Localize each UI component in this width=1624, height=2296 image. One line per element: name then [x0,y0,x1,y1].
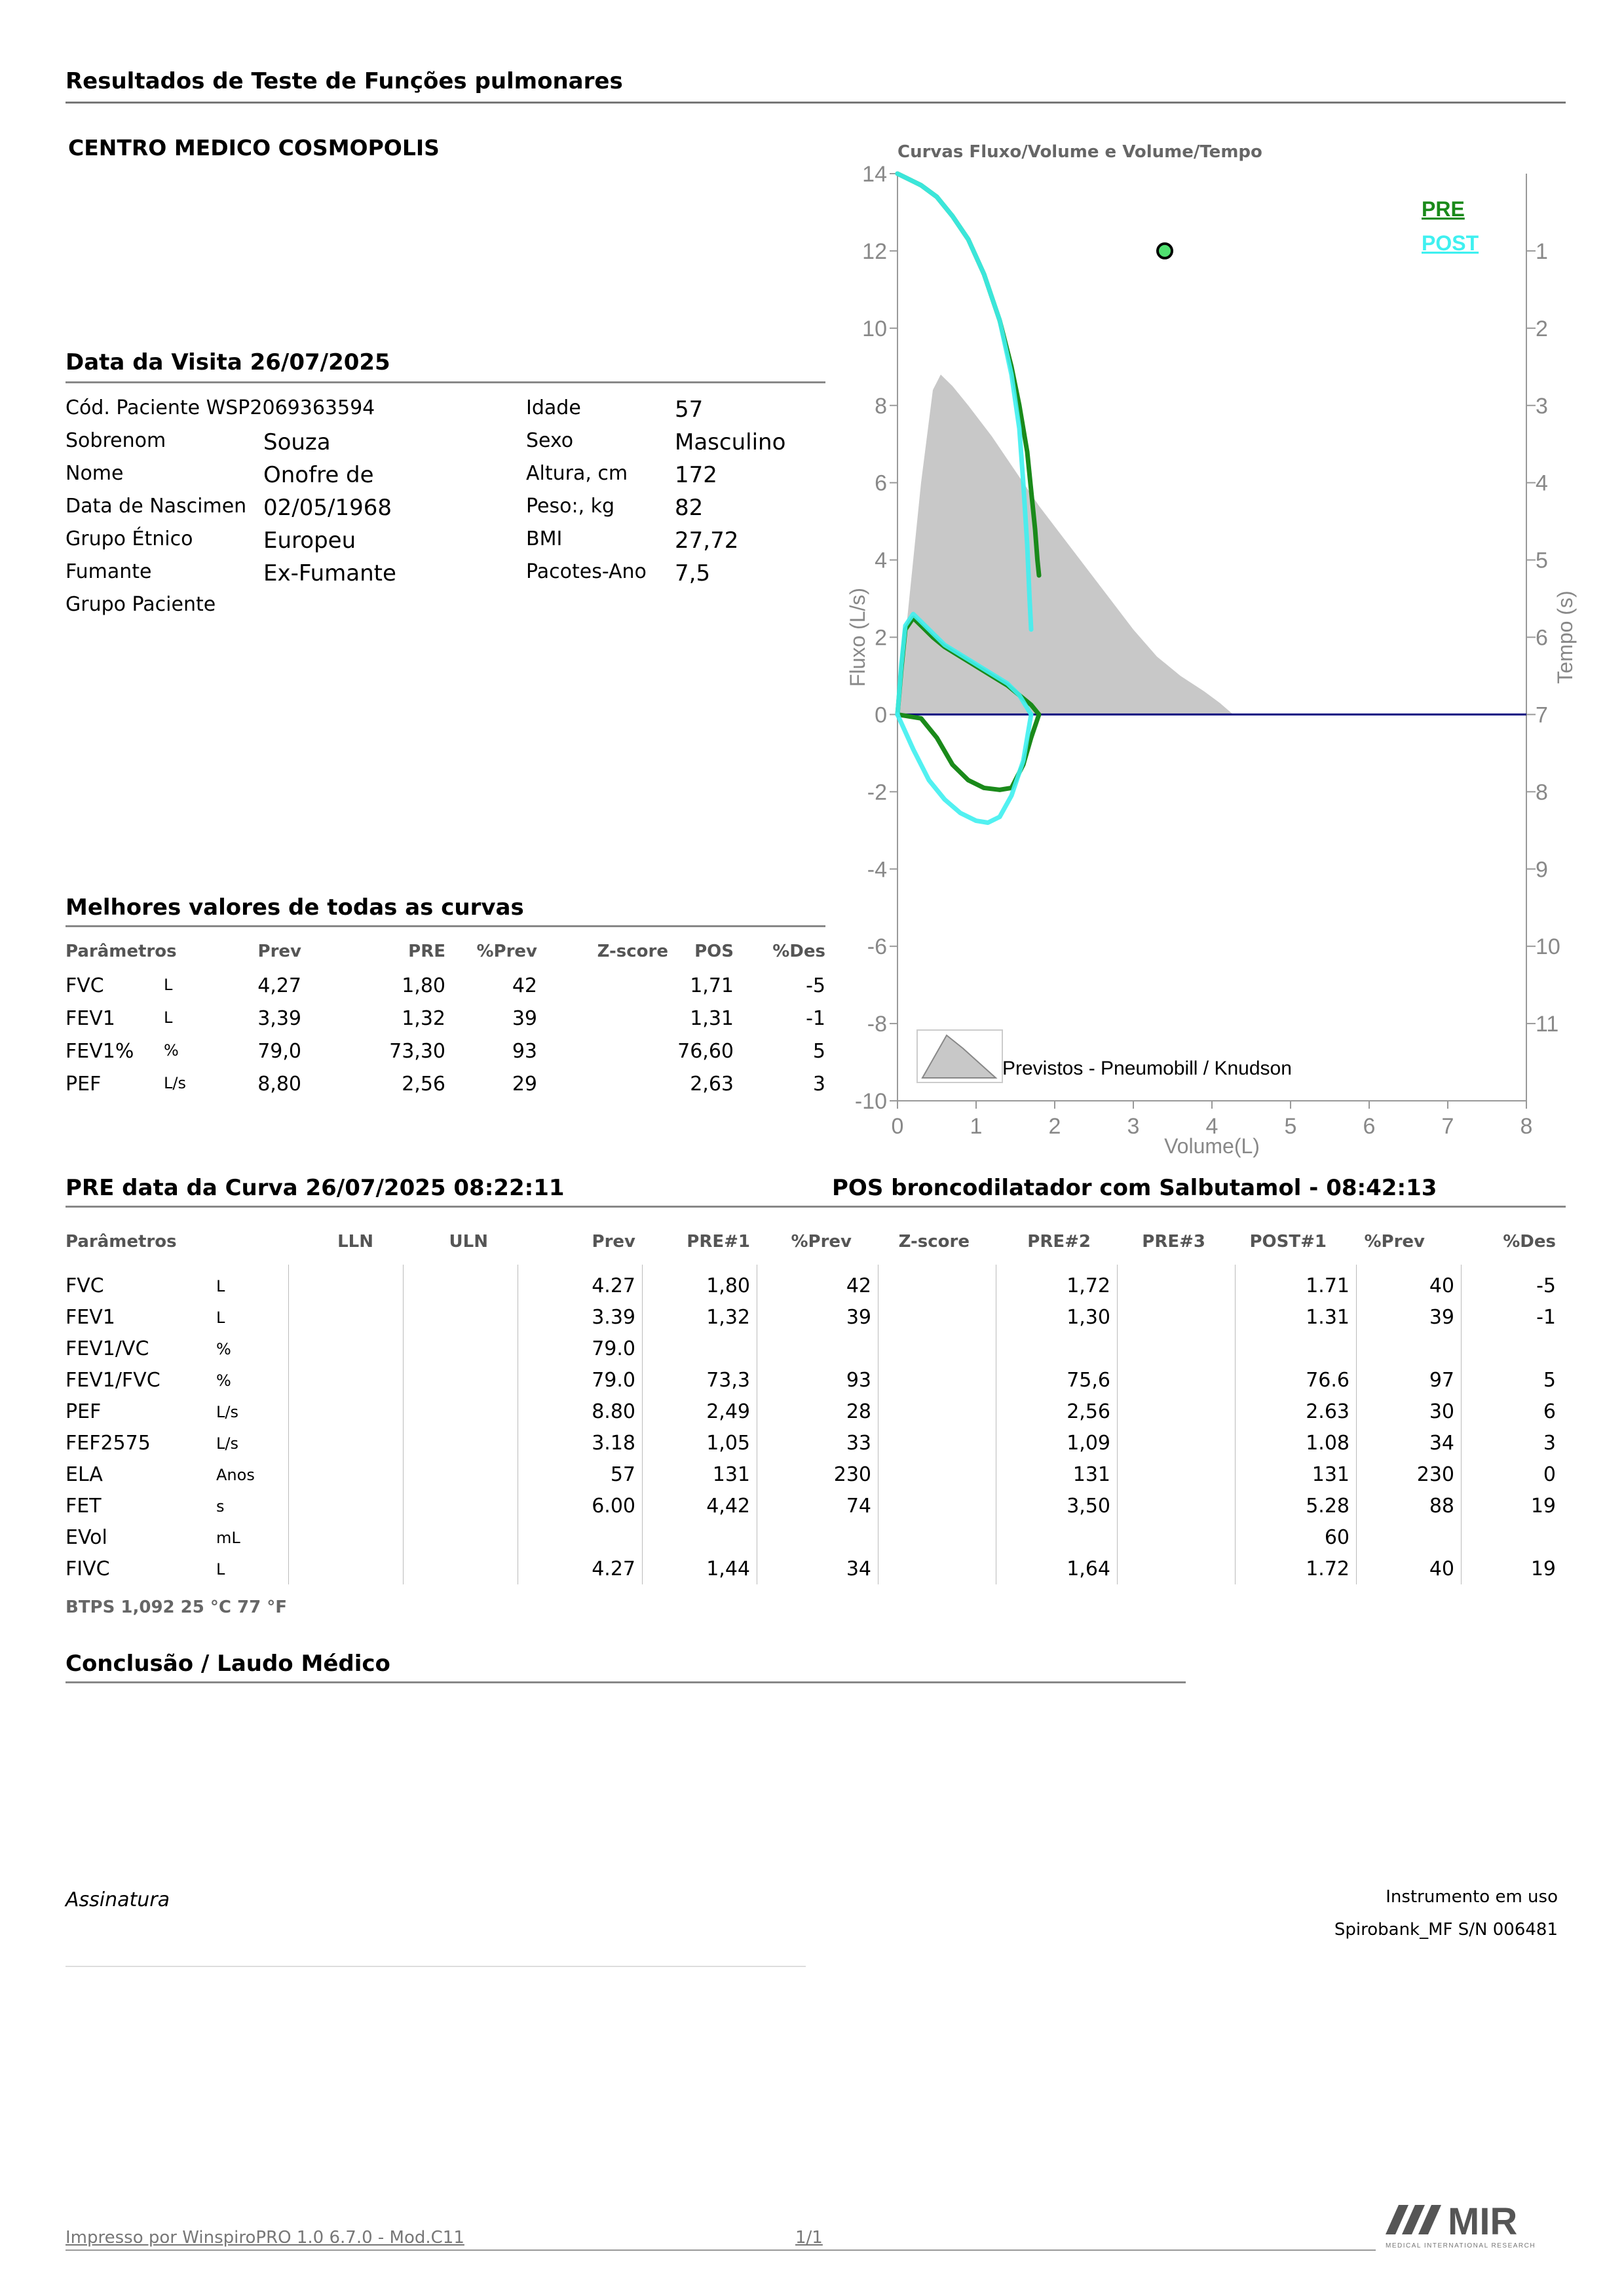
chart-title: Curvas Fluxo/Volume e Volume/Tempo [897,142,1262,162]
best-values-title: Melhores valores de todas as curvas [66,894,524,921]
curve-unit: % [216,1340,231,1358]
y2-tick-label: 4 [1536,470,1548,496]
patient-field-label: Cód. Paciente WSP2069363594 [66,396,375,419]
patient-field-value: Onofre de [263,462,374,488]
patient-field-value: 172 [675,462,717,488]
patient-field-value: 82 [675,495,704,521]
curve-param: FET [66,1495,102,1518]
curve-value: 2,49 [706,1400,750,1423]
instrument-value: Spirobank_MF S/N 006481 [1334,1920,1558,1940]
post-curve-title: POS broncodilatador com Salbutamol - 08:42:13 [832,1175,1437,1201]
best-header-cell: %Prev [476,942,537,961]
curve-header-cell: Parâmetros [66,1232,177,1252]
curve-value: 33 [846,1432,871,1455]
curve-value: 1,80 [706,1274,750,1297]
patient-field-label: Altura, cm [526,462,628,485]
predicted-area [897,375,1233,715]
curve-param: EVol [66,1526,107,1549]
curve-value: 1,44 [706,1558,750,1580]
y2-tick-label: 9 [1536,857,1548,883]
header-divider [66,102,1566,104]
curve-header-cell: POST#1 [1249,1232,1327,1252]
curve-param: ELA [66,1463,103,1486]
curve-header-cell: PRE#2 [1027,1232,1091,1252]
y2-tick-label: 11 [1536,1012,1559,1037]
patient-field-value: Ex-Fumante [263,560,396,586]
legend-pre: PRE [1422,197,1465,221]
curve-value: 3.39 [592,1306,635,1329]
instrument-label: Instrumento em uso [1386,1887,1558,1907]
curve-header-cell: %Des [1503,1232,1556,1252]
y-tick-label: 6 [875,470,887,496]
y-tick-label: -10 [854,1089,887,1114]
best-value: 2,56 [402,1073,445,1096]
x-tick-label: 4 [1205,1114,1218,1139]
y-tick-label: 0 [875,702,887,728]
curve-value: 4,42 [706,1495,750,1518]
best-header-cell: POS [694,942,734,961]
patient-field-label: Data de Nascimen [66,495,247,518]
curve-value: 73,3 [706,1369,750,1392]
best-unit: L [164,1008,173,1027]
curve-value: 3.18 [592,1432,635,1455]
btps-info: BTPS 1,092 25 °C 77 °F [66,1598,288,1617]
y-tick-label: 8 [875,393,887,419]
curve-value: 30 [1429,1400,1454,1423]
curve-value: 230 [833,1463,871,1486]
curve-value: 40 [1429,1274,1454,1297]
y2-tick-label: 1 [1536,239,1548,264]
curve-value: 5.28 [1306,1495,1350,1518]
report-title: Resultados de Teste de Funções pulmonares [66,68,623,94]
y-tick-label: -4 [867,857,887,883]
footer-divider [66,2249,1376,2251]
curve-unit: mL [216,1529,240,1547]
curve-value: 97 [1429,1369,1454,1392]
curve-value: -5 [1536,1274,1556,1297]
curve-param: FEV1 [66,1306,115,1329]
curve-header-cell: ULN [449,1232,488,1252]
best-value: 29 [512,1073,537,1096]
patient-field-label: Grupo Étnico [66,527,193,550]
patient-field-label: Grupo Paciente [66,593,216,616]
patient-field-value: 27,72 [675,527,739,554]
mir-logo-icon [1382,2198,1559,2251]
curve-value: 2,56 [1067,1400,1110,1423]
curve-unit: L [216,1277,225,1295]
conclusion-title: Conclusão / Laudo Médico [66,1651,390,1677]
mir-logo [1382,2198,1559,2251]
curve-param: FIVC [66,1558,110,1580]
mir-brand-text: MIR [1448,2200,1518,2243]
curve-value: 39 [846,1306,871,1329]
curve-value: 60 [1324,1526,1350,1549]
curve-value: 1.71 [1306,1274,1350,1297]
y-tick-label: -8 [867,1012,887,1037]
patient-field-value: 02/05/1968 [263,495,392,521]
curve-value: 1.72 [1306,1558,1350,1580]
x-tick-label: 7 [1441,1114,1454,1139]
series-post-inspiratory [897,714,1031,822]
x-tick-label: 1 [970,1114,983,1139]
best-param: PEF [66,1073,102,1096]
best-value: 8,80 [257,1073,301,1096]
curve-value: 4.27 [592,1274,635,1297]
curve-value: 1.31 [1306,1306,1350,1329]
y2-tick-label: 7 [1536,702,1548,728]
curve-value: 8.80 [592,1400,635,1423]
patient-field-label: Sobrenom [66,429,166,452]
curve-header-cell: %Prev [1364,1232,1425,1252]
curve-value: 1,32 [706,1306,750,1329]
curve-value: 3 [1543,1432,1556,1455]
best-values-divider [66,925,825,927]
best-value: 93 [512,1040,537,1063]
best-unit: L/s [164,1074,186,1092]
curve-value: 1,05 [706,1432,750,1455]
curve-param: FEF2575 [66,1432,151,1455]
y-axis-label: Fluxo (L/s) [846,587,869,687]
curve-value: 230 [1416,1463,1454,1486]
signature-label: Assinatura [66,1888,170,1911]
y-tick-label: 10 [862,316,887,341]
best-header-cell: Z-score [597,942,668,961]
curve-header-cell: Z-score [898,1232,970,1252]
best-param: FVC [66,974,104,997]
pre-curve-title: PRE data da Curva 26/07/2025 08:22:11 [66,1175,565,1201]
y2-tick-label: 2 [1536,316,1548,341]
curve-value: -1 [1536,1306,1556,1329]
curve-value: 1,72 [1067,1274,1110,1297]
curve-value: 131 [1312,1463,1350,1486]
curve-value: 131 [1072,1463,1110,1486]
curve-value: 2.63 [1306,1400,1350,1423]
x-tick-label: 0 [891,1114,904,1139]
x-axis-label: Volume(L) [1164,1134,1260,1158]
conclusion-divider [66,1681,1186,1683]
curve-value: 34 [1429,1432,1454,1455]
x-tick-label: 8 [1520,1114,1533,1139]
curve-unit: L [216,1560,225,1578]
best-header-cell: %Des [772,942,825,961]
patient-field-value: Europeu [263,527,356,554]
y-tick-label: -2 [867,780,887,805]
curve-param: PEF [66,1400,102,1423]
curve-param: FEV1/VC [66,1337,149,1360]
curve-unit: L/s [216,1403,238,1421]
curve-value: 76.6 [1306,1369,1350,1392]
y-tick-label: 4 [875,548,887,573]
patient-field-value: Masculino [675,429,786,455]
best-unit: % [164,1041,179,1060]
x-tick-label: 5 [1284,1114,1297,1139]
best-value: 1,71 [690,974,734,997]
curve-value: 42 [846,1274,871,1297]
best-value: -1 [806,1007,825,1030]
curve-value: 19 [1530,1495,1556,1518]
curve-value: 74 [846,1495,871,1518]
curve-value: 19 [1530,1558,1556,1580]
column-divider [288,1265,289,1584]
y2-axis-label: Tempo (s) [1553,590,1577,684]
curve-value: 1.08 [1306,1432,1350,1455]
curve-value: 1,09 [1067,1432,1110,1455]
curve-value: 57 [610,1463,635,1486]
patient-field-value: Souza [263,429,331,455]
curve-value: 79.0 [592,1337,635,1360]
best-param: FEV1 [66,1007,115,1030]
curve-value: 79.0 [592,1369,635,1392]
best-value: 73,30 [389,1040,445,1063]
curve-header-cell: Prev [592,1232,635,1252]
y2-tick-label: 6 [1536,625,1548,651]
curve-header-cell: PRE#3 [1142,1232,1205,1252]
curve-value: 40 [1429,1558,1454,1580]
best-unit: L [164,976,173,994]
x-tick-label: 6 [1363,1114,1376,1139]
curve-param: FEV1/FVC [66,1369,161,1392]
signature-line [66,1966,806,1967]
y-tick-label: -6 [867,934,887,960]
best-value: 1,32 [402,1007,445,1030]
y2-tick-label: 8 [1536,780,1548,805]
curve-param: FVC [66,1274,104,1297]
best-value: 1,80 [402,974,445,997]
curve-header-cell: PRE#1 [687,1232,750,1252]
y2-tick-label: 10 [1536,934,1560,960]
curve-value: 3,50 [1067,1495,1110,1518]
legend-post: POST [1422,231,1479,255]
best-value: 3 [812,1073,825,1096]
curve-value: 1,30 [1067,1306,1110,1329]
y2-tick-label: 3 [1536,393,1548,419]
best-value: 3,39 [257,1007,301,1030]
x-tick-label: 2 [1048,1114,1061,1139]
patient-field-value: 7,5 [675,560,711,586]
curve-value: 5 [1543,1369,1556,1392]
curve-value: 0 [1543,1463,1556,1486]
x-tick-label: 3 [1127,1114,1140,1139]
curve-value: 6 [1543,1400,1556,1423]
curve-value: 88 [1429,1495,1454,1518]
predicted-legend-label: Previstos - Pneumobill / Knudson [1002,1058,1292,1079]
best-header-cell: Parâmetros [66,942,177,961]
curve-value: 34 [846,1558,871,1580]
patient-field-value: 57 [675,396,704,423]
visit-title: Data da Visita 26/07/2025 [66,349,390,375]
y2-tick-label: 5 [1536,548,1548,573]
y-tick-label: 12 [862,239,887,264]
curve-value: 1,64 [1067,1558,1110,1580]
best-value: 79,0 [257,1040,301,1063]
column-divider [1117,1265,1118,1584]
curve-divider [66,1206,1566,1208]
best-value: 76,60 [677,1040,734,1063]
target-marker [1158,244,1172,258]
curve-value: 131 [712,1463,750,1486]
patient-field-label: Peso:, kg [526,495,615,518]
best-value: 5 [812,1040,825,1063]
patient-field-label: BMI [526,527,563,550]
best-value: 2,63 [690,1073,734,1096]
patient-field-label: Nome [66,462,124,485]
best-value: 42 [512,974,537,997]
curve-unit: Anos [216,1466,255,1484]
curve-value: 39 [1429,1306,1454,1329]
best-param: FEV1% [66,1040,134,1063]
curve-unit: L/s [216,1434,238,1453]
best-header-cell: Prev [257,942,301,961]
y-tick-label: 14 [862,162,887,187]
mir-brand-subtitle: MEDICAL INTERNATIONAL RESEARCH [1386,2242,1536,2249]
y-tick-label: 2 [875,625,887,651]
curve-value: 75,6 [1067,1369,1110,1392]
curve-header-cell: LLN [337,1232,373,1252]
best-header-cell: PRE [408,942,445,961]
clinic-name: CENTRO MEDICO COSMOPOLIS [68,135,440,161]
curve-value: 28 [846,1400,871,1423]
best-value: -5 [806,974,825,997]
best-value: 39 [512,1007,537,1030]
patient-field-label: Sexo [526,429,574,452]
printed-by: Impresso por WinspiroPRO 1.0 6.7.0 - Mod.C11 [66,2228,464,2248]
curve-header-cell: %Prev [791,1232,852,1252]
best-value: 4,27 [257,974,301,997]
column-divider [403,1265,404,1584]
curve-unit: L [216,1309,225,1327]
curve-unit: s [216,1497,225,1516]
flow-volume-chart [845,161,1579,1173]
visit-divider [66,381,825,383]
patient-field-label: Fumante [66,560,152,583]
curve-value: 93 [846,1369,871,1392]
patient-field-label: Idade [526,396,581,419]
curve-unit: % [216,1371,231,1390]
best-value: 1,31 [690,1007,734,1030]
curve-value: 6.00 [592,1495,635,1518]
patient-field-label: Pacotes-Ano [526,560,647,583]
page-number: 1/1 [795,2228,823,2248]
curve-value: 4.27 [592,1558,635,1580]
